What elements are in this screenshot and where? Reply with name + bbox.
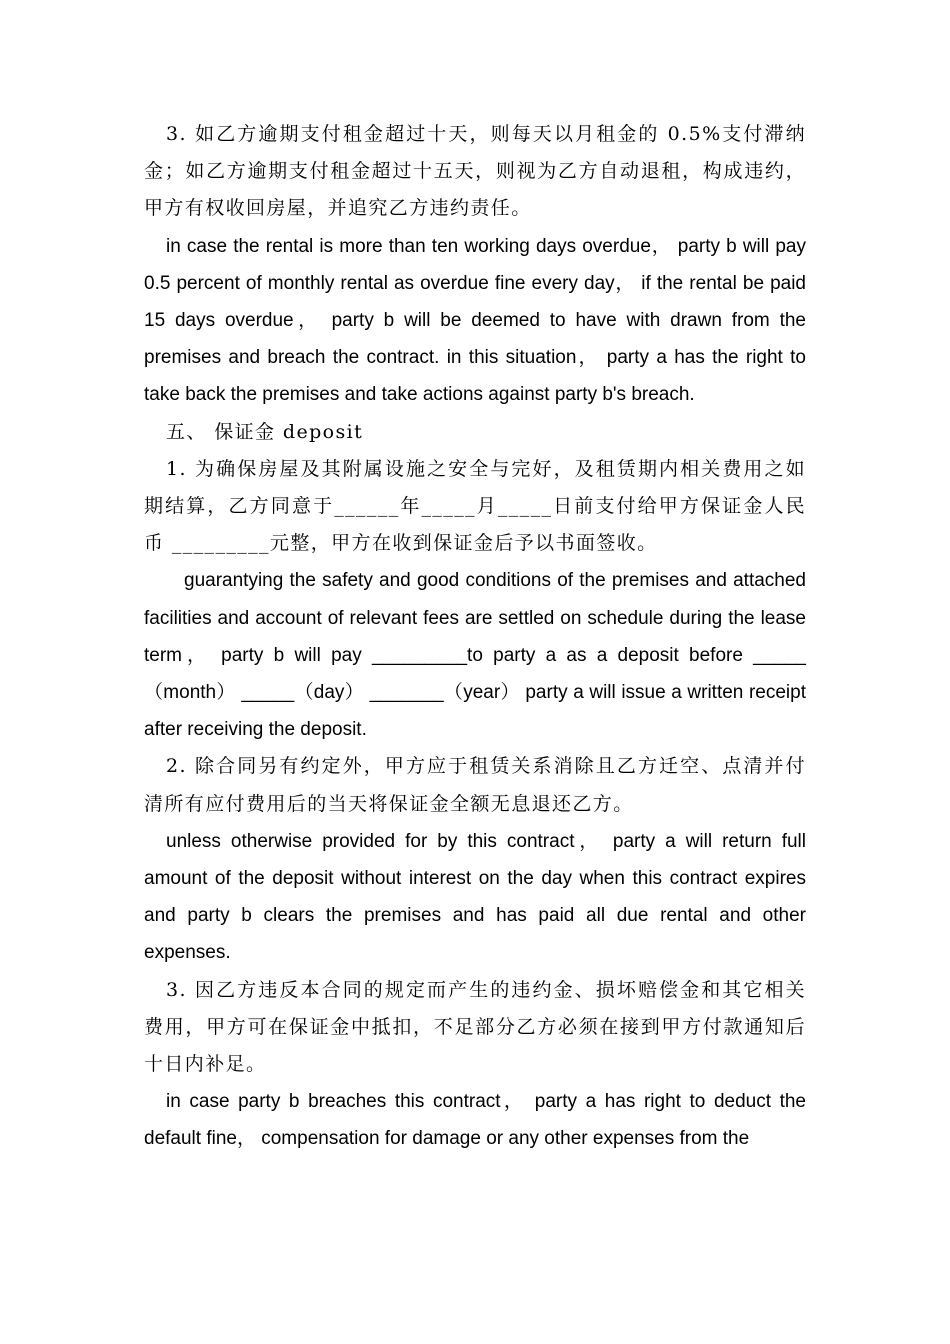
clause-deposit-payment-zh: 1. 为确保房屋及其附属设施之安全与完好，及租赁期内相关费用之如期结算，乙方同意于______年_____月_____日前支付给甲方保证金人民币 _________元整，甲方在收到保证金后予以书面签收。 xyxy=(144,457,806,555)
section-heading-deposit: 五、 保证金 deposit xyxy=(166,420,364,443)
clause-late-payment-en: in case the rental is more than ten working days overdue， party b will pay 0.5 percent of monthly rental as overdue fine every day， if the rental be paid 15 days overdue， party b will be deemed to have with drawn from the premises and breach the contract. in this situation， party a has the right to take back the premises and take actions against party b's breach. xyxy=(144,235,806,406)
document-body xyxy=(144,116,806,1158)
clause-deduction-zh: 3. 因乙方违反本合同的规定而产生的违约金、损坏赔偿金和其它相关费用，甲方可在保证金中抵扣，不足部分乙方必须在接到甲方付款通知后十日内补足。 xyxy=(144,978,806,1076)
clause-deposit-payment-en: guarantying the safety and good conditions of the premises and attached facilities and account of relevant fees are settled on schedule during the lease term， party b will pay _________to party a as a deposit before _____（month） _____（day） _______（year） party a will issue a written receipt after receiving the deposit. xyxy=(144,570,806,741)
clause-late-payment-zh: 3. 如乙方逾期支付租金超过十天，则每天以月租金的 0.5%支付滞纳金；如乙方逾期支付租金超过十五天，则视为乙方自动退租，构成违约，甲方有权收回房屋，并追究乙方违约责任。 xyxy=(144,123,806,220)
clause-deposit-return-en: unless otherwise provided for by this contract， party a will return full amount of the deposit without interest on the day when this contract expires and party b clears the premises and has paid all due rental and other expenses. xyxy=(144,830,806,964)
clause-deposit-return-zh: 2. 除合同另有约定外，甲方应于租赁关系消除且乙方迁空、点清并付清所有应付费用后的当天将保证金全额无息退还乙方。 xyxy=(144,755,806,815)
clause-deduction-en: in case party b breaches this contract， party a has right to deduct the default fine， compensation for damage or any other expenses from the xyxy=(144,1091,806,1150)
